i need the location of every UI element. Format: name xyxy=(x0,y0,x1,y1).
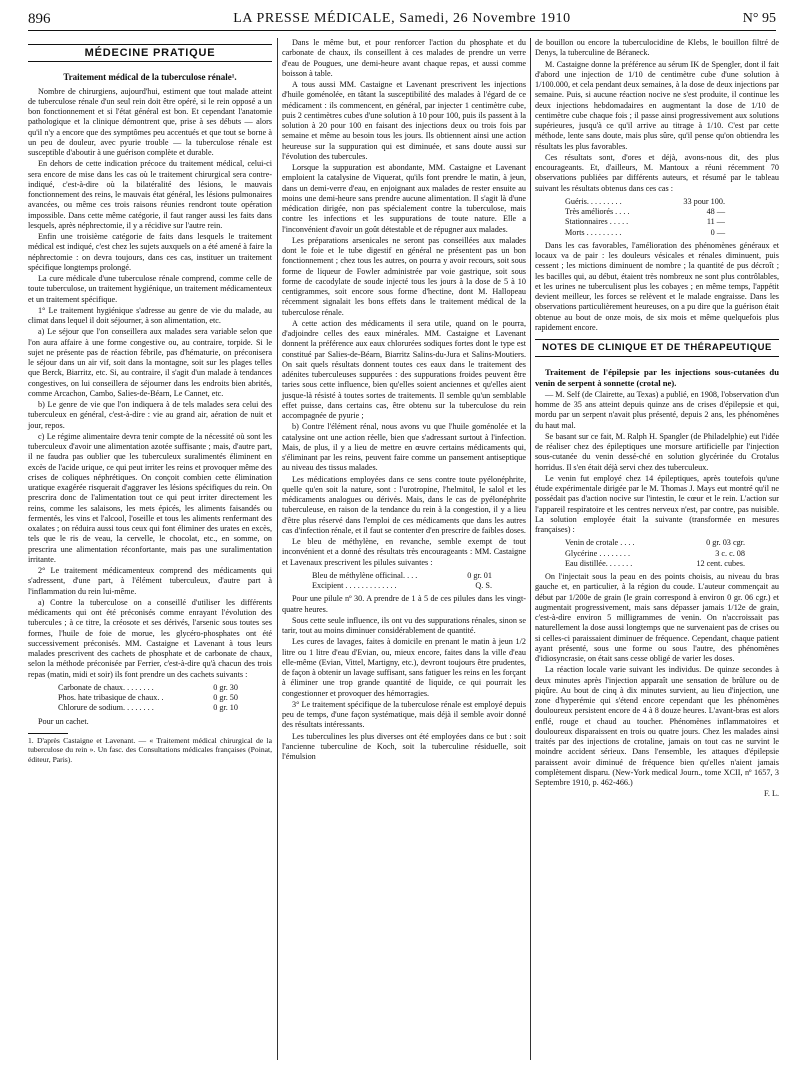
results-row: Morts . . . . . . . . . 0 — xyxy=(565,227,725,237)
paragraph: La réaction locale varie suivant les individus. De quinze secondes à deux minutes après l'injection apparaît une sensation de brûlure ou de piqûre. Au bout de cinq à dix minutes survient, au lieu d'injection, une zone d'hyperémie qui s'étend encore cependant que les phénomènes douloureux persistent encore de 4 à 8 douze heures. L'avant-bras est alors enflé, rouge et chaud au toucher. Phénomènes inflammatoires et douloureux disparaissent en trois ou quatre jours. Chez les malades ainsi traités par des injections de crotaline, jamais on tout cas ne survint le moindre accident sérieux. Dans l'ensemble, les attaques d'épilepsie paraissent avoir diminué de fréquence bien qu'elles n'aient jamais complètement disparu. (New-York medical Journ., tome XCII, nº 1657, 3 Septembre 1910, p. 462-466.) xyxy=(535,665,779,787)
prescription-row: Carbonate de chaux. . . . . . . . 0 gr. 30 xyxy=(58,682,238,692)
section-title: NOTES DE CLINIQUE ET DE THÉRAPEUTIQUE xyxy=(535,339,779,357)
paragraph: Le bleu de méthylène, en revanche, semble exempt de tout inconvénient et a donné des résultats très encourageants : MM. Castaigne et Lavenaux prescrivent les pilules suivantes : xyxy=(282,537,526,567)
paragraph: Pour une pilule nº 30. A prendre de 1 à 5 de ces pilules dans les vingt-quatre heures. xyxy=(282,594,526,614)
paragraph: de bouillon ou encore la tuberculocidine de Klebs, le bouillon filtré de Denys, la tuberculine de Béraneck. xyxy=(535,38,779,58)
paragraph: Enfin une troisième catégorie de faits dans lesquels le traitement médical est indiqué, c'est chez les sujets auxquels on a été amené à faire la néphrectomie : on devra toujours, dans ces cas, instituer un traitement spécifique longtemps prolongé. xyxy=(28,232,272,272)
prescription-row: Chlorure de sodium. . . . . . . . 0 gr. 10 xyxy=(58,703,238,713)
paragraph: En dehors de cette indication précoce du traitement médical, celui-ci sera encore de mise dans les cas où le traitement chirurgical sera contre-indiqué, c'est-à-dire où la bilatéralité des lésions, le mauvais fonctionnement des reins, le mauvais état général, les lésions pulmonaires avancées, ou même ces trois raisons réunies rendront toute opération impossible. Dans cette même catégorie, il faut ranger aussi les faits dans lesquels, après néphrectomie, il y a récidive sur l'autre rein. xyxy=(28,159,272,230)
journal-title: LA PRESSE MÉDICALE, Samedi, 26 Novembre 1910 xyxy=(233,11,571,26)
paragraph: Lorsque la suppuration est abondante, MM. Castaigne et Lavenant emploient la catalysine de Viquerat, qu'ils font prendre le matin, à jeun, dans un demi-verre d'eau, en enjoignant aux malades de rester ensuite au moins une demi-heure sans prendre aucune alimentation. Il s'agit là d'une médication dirigée, non pas spécialement contre la tuberculose, mais contre les infections et les suppurations de toute nature. Elle a l'inconvénient d'avoir un goût détestable et de répugner aux malades. xyxy=(282,163,526,234)
running-header xyxy=(28,8,776,31)
article-title: Traitement médical de la tuberculose rénale¹. xyxy=(63,72,237,83)
prescription-row: Glycérine . . . . . . . . 3 c. c. 08 xyxy=(565,548,745,558)
paragraph: a) Le séjour que l'on conseillera aux malades sera variable selon que l'on aura affaire à une forme congestive ou, au contraire, torpide. Si le sujet ne présente pas de réaction fébrile, pas d'hématurie, on préconisera le séjour dans un air vif, soit dans la montagne, soit sur les plages telles que Berck, Biarritz, etc. Si, au contraire, il s'agit d'un malade à tendances congestives, on lui conseillera de séjourner dans les endroits bien abrités, comme Arcachon, Cambo, Salies-de-Béarn, Le Cannet, etc. xyxy=(28,327,272,398)
prescription-row: Venin de crotale . . . . 0 gr. 03 cgr. xyxy=(565,538,745,548)
footnote-rule xyxy=(28,733,68,734)
column-rule xyxy=(530,38,531,1060)
column-2 xyxy=(282,38,526,763)
paragraph: A cette action des médicaments il sera utile, quand on le pourra, d'adjoindre celles des eaux minérales. MM. Castaigne et Lavenant donnent la préférence aux eaux chlorurées sodiques fortes dont le type est constitué par Salies-de-Béarn, Biarritz Salins-du-Jura et Salins-Moutiers. On sait quels résultats donnent toutes ces eaux dans le traitement des adénites tuberculeuses suppurées : des suppurations froides peuvent être taries sous cette influence, bien qu'elles soient anciennes et qu'elles aient jusque-là résisté à toutes sortes de traitements. Il semble qu'un semblable effet puisse, dans certains cas, être obtenu sur la tuberculose du rein accompagnée de pyurie ; xyxy=(282,318,526,420)
paragraph: Pour un cachet. xyxy=(38,716,89,726)
paragraph: Nombre de chirurgiens, aujourd'hui, estiment que tout malade atteint de tuberculose rénale d'un seul rein doit être opéré, si le rein opposé a un bon fonctionnement et si l'état général est bon. Et cependant l'anatomie pathologique et la clinique démontrent que, prise à ses débuts — alors qu'il n'y a encore que des symptômes peu accentués et que tout se borne à un peu de douleur, avec pyurie trouble — la tuberculose rénale est susceptible d'aboutir à une guérison complète et durable. xyxy=(28,86,272,157)
paragraph: 2° Le traitement médicamenteux comprend des médicaments qui s'adressent, d'une part, à l'élément tuberculeux, d'autre part à l'inflammation du rein lui-même. xyxy=(28,566,272,596)
paragraph: Les cures de lavages, faites à domicile en prenant le matin à jeun 1/2 litre ou 1 litre d'eau d'Evian, ou, mieux encore, faites dans la ville d'eau elle-même (Evian, Vittel, Martigny, etc.), devront toujours être prudentes, de façon à obtenir un lavage suffisant, sans fatiguer les reins en les forçant à éliminer une trop grande quantité de liquide, ce qui pourrait les congestionner et provoquer des hémorragies. xyxy=(282,637,526,698)
column-3 xyxy=(535,38,779,800)
results-row: Stationnaires . . . . . 11 — xyxy=(565,217,725,227)
paragraph: On l'injectait sous la peau en des points choisis, au niveau du bras gauche et, en particulier, à la région du coude. L'auteur commençait au début par 1/200e de grain (le grain correspond à environ 0 gr. 06 cgr.) et augmentait progressivement, mais sans dépasser jamais 1/12e de grain, c'est-à-dire environ 5 milligrammes de venin. On n'accroissait pas naturellement la dose aussi longtemps que ne survenaient pas de crises ou si celles-ci paraissaient diminuer de fréquence. Cependant, chaque patient ayant présenté, sous une forme ou sous l'autre, des phénomènes d'idiosyncrasie, on était sans cesse obligé de varier les doses. xyxy=(535,572,779,663)
issue-number: N° 95 xyxy=(742,11,776,26)
prescription-table xyxy=(565,538,745,569)
paragraph: Les médications employées dans ce sens contre toute pyélonéphrite, quelle qu'en soit la nature, sont : l'urotropine, l'helmitol, le salol et les médicaments analogues ou dérivés. Mais, dans le cas de pyélonéphrite tuberculeuse, en raison de la tendance du rein à la congestion, il y a lieu d'être plus réservé dans l'emploi de ces médicaments que dans les autres cas d'infection rénale, et il faut se contenter d'en prescrire de faibles doses. xyxy=(282,474,526,535)
paragraph: La cure médicale d'une tuberculose rénale comprend, comme celle de toute tuberculose, un traitement hygiénique, un traitement médicamenteux et un traitement spécifique. xyxy=(28,274,272,304)
paragraph: Les tuberculines les plus diverses ont été employées dans ce but : soit l'ancienne tuberculine de Koch, soit la tuberculine résiduelle, soit l'émulsion xyxy=(282,731,526,761)
paragraph: M. Castaigne donne la préférence au sérum IK de Spengler, dont il fait d'abord une injection de 1/10 de centimètre cube d'une solution à 1/100.000, et cela pendant deux semaines, à la dose de deux injections par semaine. Puis, si aucune réaction nocive ne s'est produite, il continue les deux injections hebdomadaires en augmentant la dose de 1/10 de centimètre cube chaque fois ; il passe ainsi progressivement aux solutions supérieures, jusqu'à ce qu'il arrive au titrage à 1/10. C'est par cette méthode, lente sans doute, mais plus sûre, qu'il pense qu'on obtiendra les résultats les plus favorables. xyxy=(535,59,779,151)
paragraph: c) Le régime alimentaire devra tenir compte de la nécessité où sont les tuberculeux d'avoir une alimentation azotée suffisante ; mais, d'autre part, il ne faudra pas oublier que les tuberculeux suralimentés éliminent en excès de l'acide urique, ce qui peut irriter les reins et provoquer même des crises de coliques néphrétiques. On conçoit combien cette élimination uratique exagérée risquerait d'aggraver les lésions spécifiques du rein. On prescrira donc de l'alimentation tout ce qui peut irriter directement les reins, comme les salaisons, les mets épicés, les aliments faisandés ou fermentés, les vins et l'alcool, l'oseille et tous les aliments renfermant des oxalates ; on réduira aussi tous ceux qui font éliminer des urates en excès, tels que le ris de veau, la cervelle, le chocolat, etc., en somme, on prescrira une alimentation réconfortante, mais pas une suralimentation irritante. xyxy=(28,431,272,564)
paragraph: a) Contre la tuberculose on a conseillé d'utiliser les différents médicaments qui ont été préconisés comme enrayant l'évolution des tubercules ; à ce titre, la créosote et ses dérivés, l'arsenic sous toutes ses formes, l'huile de foie de morue, les glycéro-phosphates ont été successivement préconisés. MM. Castaigne et Lavenant à tous leurs malades prescrivent des cachets de phosphate et de carbonate de chaux, selon la méthode préconisée par Ferrier, c'est-à-dire qu'à chacun des trois repas (matin, midi et soir) ils font prendre un des cachets suivants : xyxy=(28,597,272,679)
paragraph: Dans les cas favorables, l'amélioration des phénomènes généraux et locaux va de pair : les douleurs vésicales et rénales diminuent, puis cessent ; les mictions diminuent de nombre ; la quantité de pus décroît ; les bacilles qui, au début, étaient très nombreux ne sont plus contrôlables, et les urines ne tuberculisent plus les cobayes ; en même temps, l'appétit devient meilleur, les forces se relèvent et le malade engraisse. Dans les observations particulièrement heureuses, on a pu dire que la guérison était obtenue au bout de onze mois, de six mois et même quelquefois plus rapidement encore. xyxy=(535,240,779,332)
author-signature: F. L. xyxy=(763,789,779,799)
column-1 xyxy=(28,38,272,765)
prescription-table xyxy=(312,571,492,592)
prescription-table xyxy=(58,683,238,714)
paragraph: — M. Self (de Clairette, au Texas) a publié, en 1908, l'observation d'un homme de 35 ans atteint depuis quinze ans de crises d'épilepsie et qui, mordu par un serpent n'avait plus présenté, depuis 2 ans, les phénomènes du haut mal. xyxy=(535,389,779,430)
section-title: MÉDECINE PRATIQUE xyxy=(28,44,272,62)
prescription-row: Eau distillée. . . . . . . 12 cent. cubes. xyxy=(565,558,745,568)
results-row: Guéris. . . . . . . . . 33 pour 100. xyxy=(565,196,725,206)
page-number: 896 xyxy=(28,11,51,27)
paragraph: Le venin fut employé chez 14 épileptiques, après toutefois qu'une étude expérimentale dirigée par le M. Thomas J. Mays eut montré qu'il ne possédait pas d'action nocive sur l'intestin, le cœur et le rein. L'action sur l'appareil respiratoire et les centres nerveux n'est, par contre, pas nuisible. La solution employée était la suivante (transformée en mesures françaises) : xyxy=(535,473,779,534)
article-title: Traitement de l'épilepsie par les injections sous-cutanées du venin de serpent à sonnette (crotal ne). xyxy=(535,367,779,388)
footnote: 1. D'après Castaigne et Lavenant. — « Traitement médical chirurgical de la tuberculose du rein ». Un fasc. des Consultations médicales françaises (Poinat, éditeur, Paris). xyxy=(28,735,272,764)
prescription-row: Bleu de méthylène officinal. . . . 0 gr. 01 xyxy=(312,570,492,580)
paragraph: b) Le genre de vie que l'on indiquera à de tels malades sera celui des tuberculeux en général, c'est-à-dire : vie au grand air, aération de nuit et jour, repos. xyxy=(28,400,272,430)
results-row: Très améliorés . . . . 48 — xyxy=(565,207,725,216)
paragraph: Ces résultats sont, d'ores et déjà, avons-nous dit, des plus encourageants. Et, d'ailleurs, M. Mantoux a réuni récemment 70 observations publiées par différents auteurs, et résumé par le tableau suivant les résultats obtenus dans ces cas : xyxy=(535,152,779,193)
prescription-row: Phos. hate tribasique de chaux. . 0 gr. 50 xyxy=(58,693,238,702)
results-table xyxy=(565,197,725,238)
paragraph: Sous cette seule influence, ils ont vu des suppurations rénales, sinon se tarir, tout au moins diminuer considérablement de quantité. xyxy=(282,615,526,635)
paragraph: Les préparations arsenicales ne seront pas conseillées aux malades dont le foie et le tube digestif en général ne présentent pas un bon fonctionnement ; chez tous les autres, on pourra y avoir recours, soit sous forme de liqueur de Fowler administrée par voie gastrique, soit sous forme de cacodylate de soude injecté tous les jours à la dose de 5 à 10 centigrammes, soit encore sous forme d'hectine, dont M. Hallopeau récemment signalait les bons effets dans le traitement médical de la tuberculose rénale. xyxy=(282,235,526,317)
paragraph: 1° Le traitement hygiénique s'adresse au genre de vie du malade, au climat dans lequel il doit séjourner, à son alimentation, etc. xyxy=(28,305,272,325)
prescription-row: Excipient . . . . . . . . . . . . . Q. S. xyxy=(312,581,492,590)
paragraph: Se basant sur ce fait, M. Ralph H. Spangler (de Philadelphie) eut l'idée de réaliser chez des épileptiques une morsure artificielle par l'injection sous-cutanée du venin dessé-ché en solution glycérinée du Crotalus horridus. Il s'en était déjà servi chez des tuberculeux. xyxy=(535,431,779,472)
paragraph: 3° Le traitement spécifique de la tuberculose rénale est employé depuis peu de temps, d'une façon systématique, mais déjà il semble avoir donné des résultats intéressants. xyxy=(282,699,526,730)
paragraph: A tous aussi MM. Castaigne et Lavenant prescrivent les injections d'huile goménolée, en tâtant la susceptibilité des malades à l'égard de ce médicament : ils commencent, en général, par injecter 1 centimètre cube, puis 2 centimètres cubes d'une solution à 10 pour 100, puis ils passent à la solution à 20 pour 100 en faisant des injections deux ou trois fois par semaine et même au besoin tous les jours. Ils obtiennent ainsi une action heureuse sur la suppuration qui est diminuée, et sans doute aussi sur l'évolution des tubercules. xyxy=(282,80,526,161)
column-rule xyxy=(277,38,278,1060)
paragraph: b) Contre l'élément rénal, nous avons vu que l'huile goménolée et la catalysine ont une action réelle, bien que s'adressant surtout à l'infection. Mais, de plus, il y a lieu de mettre en œuvre certains médicaments qui, s'éliminant par les reins, peuvent faire comme un pansement antiseptique au niveau des tissus malades. xyxy=(282,422,526,473)
paragraph: Dans le même but, et pour renforcer l'action du phosphate et du carbonate de chaux, ils conseillent à ces malades de prendre un verre d'eau de Pougues, une demi-heure avant chaque repas, et aussi comme boisson à table. xyxy=(282,38,526,78)
